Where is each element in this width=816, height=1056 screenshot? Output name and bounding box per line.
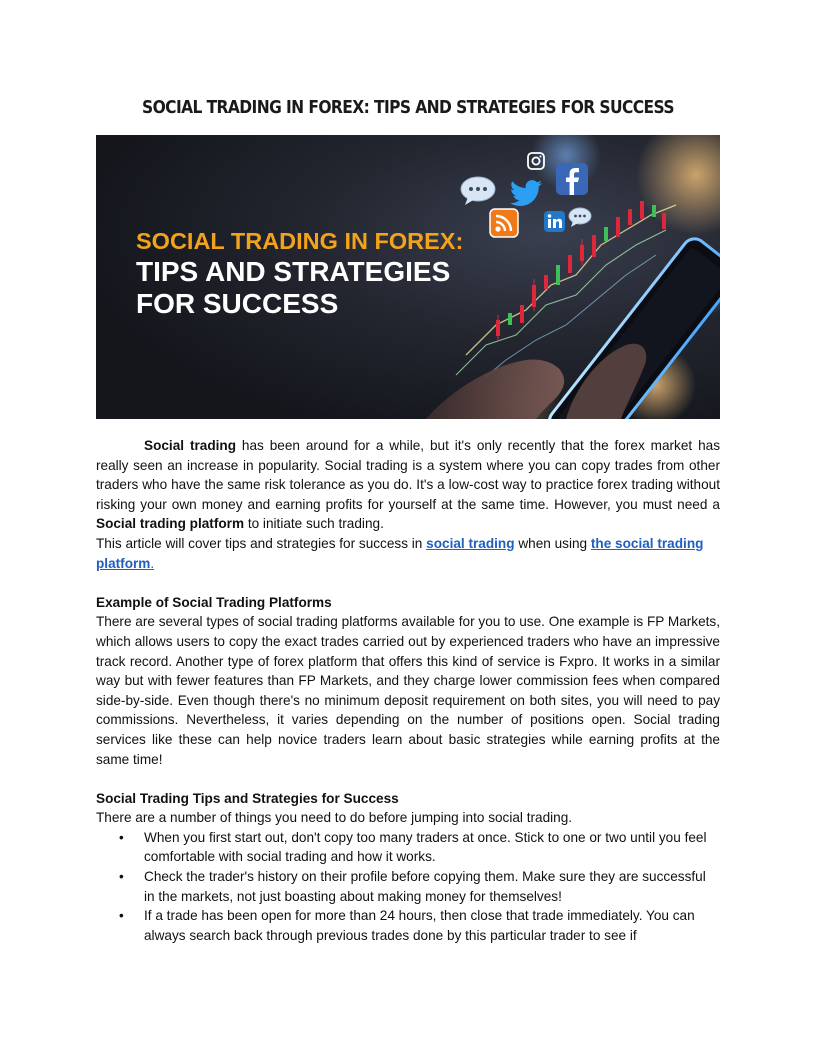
- section1-body: There are several types of social trading platforms available for you to use. One example is FP Markets, which allows users to copy the exact trades carried out by experienced traders who have an impressive track record. Another type of forex platform that offers this kind of service is Fxpro. It works in a similar way but with fewer features than FP Markets, and they charge lower commission fees when compared side-by-side. Even though there's no minimum deposit requirement on both sites, you will need to pay commissions. Nevertheless, it varies depending on the number of positions open. Social trading services like these can help novice traders learn about basic strategies while earning profits at the same time!: [96, 614, 720, 767]
- intro-text-2: to initiate such trading.: [244, 516, 384, 532]
- cover-text-3: .: [150, 555, 155, 571]
- hero-headline-line3: FOR SUCCESS: [136, 288, 339, 319]
- section1-heading: Example of Social Trading Platforms: [96, 594, 332, 610]
- social-trading-link[interactable]: social trading: [426, 535, 515, 551]
- bold-lead: Social trading: [144, 438, 237, 453]
- social-trading-platform-link[interactable]: the social trading platform: [96, 535, 704, 571]
- hero-image: [96, 135, 720, 419]
- article-body: [96, 436, 720, 945]
- section2-heading: Social Trading Tips and Strategies for Success: [96, 790, 399, 806]
- tips-list: [96, 828, 720, 946]
- cover-text-2: when using: [514, 535, 591, 551]
- intro-text-1: has been around for a while, but it's only recently that the forex market has really seen an increase in popularity. Social trading is a system where you can copy trades from other traders who have the same risk tolerance as you do. It's a low-cost way to practice forex trading without risking your own money and earning profits for yourself at the same time. However, you must need a: [96, 438, 720, 512]
- list-item: • When you first start out, don't copy too many traders at once. Stick to one or two until you feel comfortable with social trading and how it works.: [96, 828, 720, 867]
- facebook-icon: [556, 163, 588, 195]
- article-cover-line: [96, 534, 720, 573]
- bold-platform: Social trading platform: [96, 516, 245, 532]
- linkedin-icon: [544, 211, 565, 232]
- intro-paragraph: [96, 436, 720, 534]
- list-item: • Check the trader's history on their profile before copying them. Make sure they are successful in the markets, not just boasting about making money for themselves!: [96, 867, 720, 906]
- hero-headline-line2: TIPS AND STRATEGIES: [136, 256, 451, 287]
- rss-icon: [490, 209, 518, 237]
- list-item: • If a trade has been open for more than 24 hours, then close that trade immediately. You can always search back through previous trades done by this particular trader to see if: [96, 906, 720, 945]
- hero-headline-line1: SOCIAL TRADING IN FOREX:: [136, 228, 464, 254]
- section2-intro: There are a number of things you need to do before jumping into social trading.: [96, 810, 573, 826]
- page-title: SOCIAL TRADING IN FOREX: TIPS AND STRATEGIES FOR SUCCESS: [142, 96, 674, 118]
- cover-text-1: This article will cover tips and strategies for success in: [96, 535, 427, 551]
